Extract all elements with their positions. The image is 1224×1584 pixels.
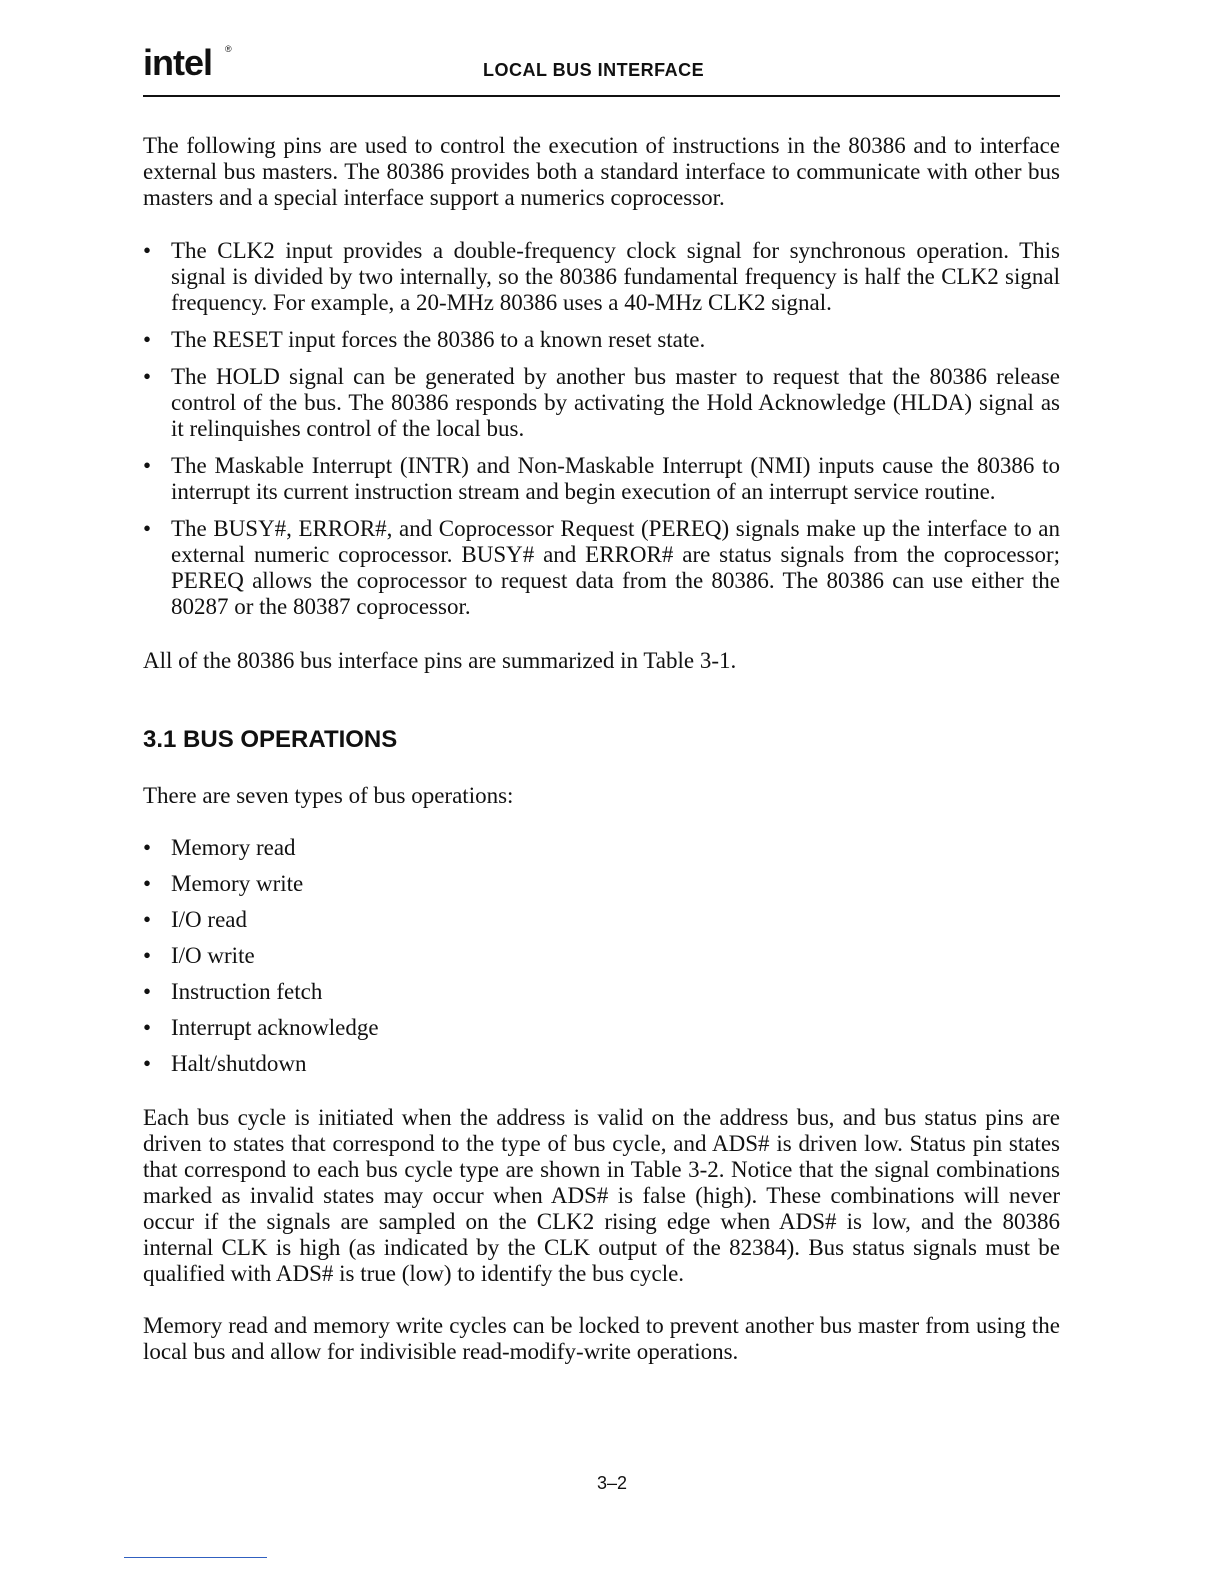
operation-item: • I/O read: [143, 907, 1060, 933]
bus-cycle-paragraph: Each bus cycle is initiated when the address is valid on the address bus, and bus status pins are driven to states that correspond to the type of bus cycle, and ADS# is driven low. Status pin states that correspond to each bus cycle type are shown in Table 3-2. Notice that the signal combinations marked as invalid states may occur when ADS# is false (high). These combinations will never occur if the signals are sampled on the CLK2 rising edge when ADS# is low, and the 80386 internal CLK is high (as indicated by the CLK output of the 82384). Bus status signals must be qualified with ADS# is true (low) to identify the bus cycle.: [143, 1105, 1060, 1286]
bullet-reset: • The RESET input forces the 80386 to a known reset state.: [143, 327, 1060, 353]
bullet-coprocessor: • The BUSY#, ERROR#, and Coprocessor Request (PEREQ) signals make up the interface to an external numeric coprocessor. BUSY# and ERROR# are status signals from the coprocessor; PEREQ allows the coprocessor to request data from the 80386. The 80386 can use either the 80287 or the 80387 coprocessor.: [143, 516, 1060, 620]
summary-paragraph: All of the 80386 bus interface pins are summarized in Table 3-1.: [143, 648, 737, 673]
bullet-interrupts: • The Maskable Interrupt (INTR) and Non-Maskable Interrupt (NMI) inputs cause the 80386 to interrupt its current instruction stream and begin execution of an interrupt service routine.: [143, 453, 1060, 505]
section-heading: 3.1 BUS OPERATIONS: [143, 726, 398, 753]
registered-mark: ®: [225, 44, 232, 54]
pin-bullet-list: [143, 238, 1060, 620]
page-body: [143, 133, 1060, 1365]
operation-item: • Memory read: [143, 835, 1060, 861]
operation-item: • Halt/shutdown: [143, 1051, 1060, 1077]
intel-logo: intel: [143, 42, 213, 83]
page-header: [143, 40, 1060, 97]
intro-paragraph: The following pins are used to control the execution of instructions in the 80386 and to interface external bus masters. The 80386 provides both a standard interface to communicate with other bus masters and a special interface support a numerics coprocessor.: [143, 133, 1060, 210]
bus-types-intro: There are seven types of bus operations:: [143, 783, 514, 808]
bullet-clk2: • The CLK2 input provides a double-frequency clock signal for synchronous operation. This signal is divided by two internally, so the 80386 fundamental frequency is half the CLK2 signal frequency. For example, a 20-MHz 80386 uses a 40-MHz CLK2 signal.: [143, 238, 1060, 316]
bus-operations-list: [143, 835, 1060, 1077]
operation-item: • Instruction fetch: [143, 979, 1060, 1005]
footer-rule: [124, 1557, 267, 1558]
operation-item: • Memory write: [143, 871, 1060, 897]
page-number: 3–2: [596, 1473, 628, 1493]
bullet-hold: • The HOLD signal can be generated by another bus master to request that the 80386 release control of the bus. The 80386 responds by activating the Hold Acknowledge (HLDA) signal as it relinquishes control of the local bus.: [143, 364, 1060, 442]
running-header-title: LOCAL BUS INTERFACE: [483, 60, 705, 80]
operation-item: • I/O write: [143, 943, 1060, 969]
operation-item: • Interrupt acknowledge: [143, 1015, 1060, 1041]
locked-cycles-paragraph: Memory read and memory write cycles can be locked to prevent another bus master from using the local bus and allow for indivisible read-modify-write operations.: [143, 1313, 1060, 1364]
